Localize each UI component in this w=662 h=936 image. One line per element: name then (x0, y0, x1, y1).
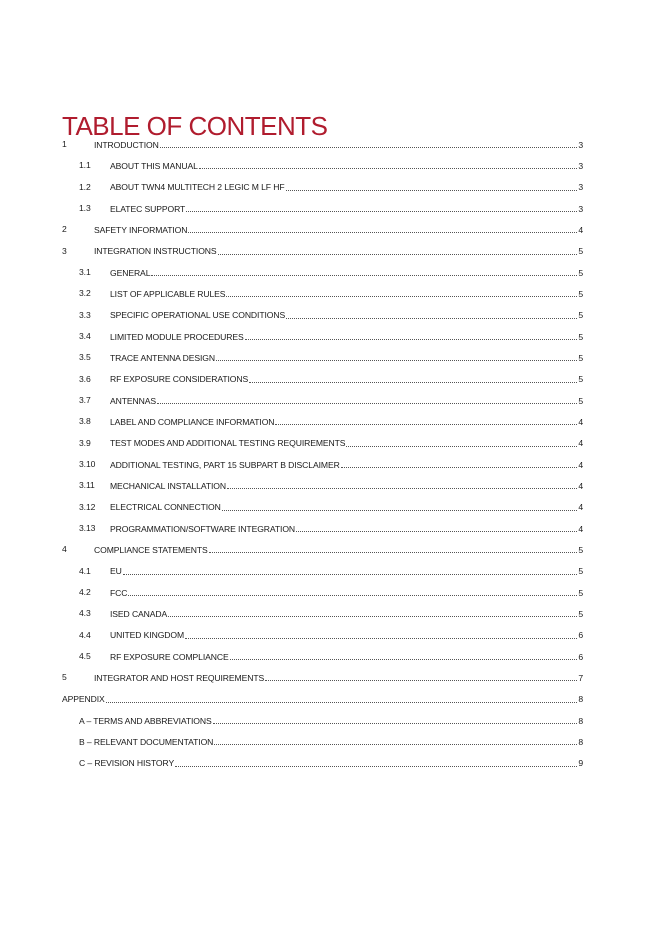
dot-leader (286, 310, 577, 319)
dot-leader (199, 160, 578, 169)
toc-entry[interactable] (62, 241, 583, 262)
toc-label: APPENDIX (62, 694, 105, 705)
toc-number: 3.3 (79, 309, 91, 320)
toc-label: ADDITIONAL TESTING, PART 15 SUBPART B DISCLAIMER (110, 459, 340, 470)
toc-entry[interactable] (62, 177, 583, 198)
toc-label: SPECIFIC OPERATIONAL USE CONDITIONS (110, 310, 286, 321)
dot-leader (226, 288, 577, 297)
toc-label: FCC (110, 587, 128, 598)
dot-leader (106, 694, 578, 703)
toc-number: 3.11 (79, 480, 95, 491)
toc-page: 3 (578, 182, 583, 193)
toc-entry[interactable] (62, 603, 583, 624)
toc-number: 3.2 (79, 288, 91, 299)
toc-page: 7 (578, 672, 583, 683)
toc-label: LIST OF APPLICABLE RULES (110, 288, 226, 299)
dot-leader (185, 630, 577, 639)
toc-page: 4 (578, 480, 583, 491)
toc-number: 3.7 (79, 394, 91, 405)
toc-page: 5 (578, 566, 583, 577)
toc-number: 1.3 (79, 202, 91, 213)
toc-label: GENERAL (110, 267, 151, 278)
toc-entry[interactable] (62, 305, 583, 326)
toc-number: 3.10 (79, 458, 96, 469)
toc-entry[interactable] (62, 198, 583, 219)
toc-entry[interactable] (62, 347, 583, 368)
toc-number: 4.1 (79, 565, 91, 576)
toc-number: 4.5 (79, 650, 91, 661)
toc-label: TRACE ANTENNA DESIGN (110, 352, 215, 363)
dot-leader (296, 523, 577, 532)
toc-page: 4 (578, 438, 583, 449)
toc-label: EU (110, 566, 122, 577)
dot-leader (218, 246, 578, 255)
toc-label: C – REVISION HISTORY (79, 758, 175, 769)
toc-entry-appendix-item[interactable] (62, 710, 583, 731)
dot-leader (341, 459, 578, 468)
toc-entry-appendix-item[interactable] (62, 753, 583, 774)
toc-entry[interactable] (62, 582, 583, 603)
toc-label: ISED CANADA (110, 608, 168, 619)
dot-leader (128, 587, 577, 596)
toc-page: 5 (578, 374, 583, 385)
toc-number: 1.2 (79, 181, 91, 192)
toc-page: 5 (578, 310, 583, 321)
toc-number: 3.5 (79, 352, 91, 363)
toc-entry[interactable] (62, 497, 583, 518)
toc-entry[interactable] (62, 433, 583, 454)
toc-page: 5 (578, 544, 583, 555)
table-of-contents (62, 134, 583, 774)
toc-label: INTEGRATION INSTRUCTIONS (94, 246, 217, 257)
dot-leader (214, 736, 577, 745)
dot-leader (188, 224, 577, 233)
toc-number: 3.6 (79, 373, 91, 384)
dot-leader (249, 374, 577, 383)
toc-entry[interactable] (62, 454, 583, 475)
toc-page: 9 (578, 758, 583, 769)
toc-entry[interactable] (62, 155, 583, 176)
toc-label: INTRODUCTION (94, 139, 159, 150)
toc-entry-appendix-item[interactable] (62, 731, 583, 752)
dot-leader (216, 352, 577, 361)
toc-label: ABOUT TWN4 MULTITECH 2 LEGIC M LF HF (110, 182, 285, 193)
dot-leader (245, 331, 578, 340)
toc-entry-appendix[interactable] (62, 689, 583, 710)
toc-entry[interactable] (62, 219, 583, 240)
toc-number: 4.4 (79, 629, 91, 640)
toc-page: 5 (578, 267, 583, 278)
toc-label: ABOUT THIS MANUAL (110, 160, 198, 171)
dot-leader (175, 758, 577, 767)
toc-number: 3.1 (79, 266, 91, 277)
toc-number: 4.2 (79, 586, 91, 597)
toc-label: RF EXPOSURE COMPLIANCE (110, 651, 229, 662)
dot-leader (168, 608, 577, 617)
dot-leader (227, 480, 577, 489)
dot-leader (151, 267, 577, 276)
toc-page: 5 (578, 352, 583, 363)
toc-page: 4 (578, 224, 583, 235)
toc-number: 5 (62, 672, 67, 683)
toc-page: 4 (578, 459, 583, 470)
toc-number: 3 (62, 245, 67, 256)
toc-label: TEST MODES AND ADDITIONAL TESTING REQUIREMENTS (110, 438, 346, 449)
toc-page: 3 (578, 160, 583, 171)
dot-leader (157, 395, 577, 404)
toc-page: 3 (578, 203, 583, 214)
toc-page: 4 (578, 502, 583, 513)
toc-label: INTEGRATOR AND HOST REQUIREMENTS (94, 672, 265, 683)
toc-number: 3.13 (79, 522, 96, 533)
dot-leader (230, 651, 578, 660)
toc-number: 4 (62, 544, 67, 555)
toc-label: B – RELEVANT DOCUMENTATION (79, 736, 214, 747)
toc-number: 1 (62, 139, 67, 149)
toc-label: LIMITED MODULE PROCEDURES (110, 331, 244, 342)
toc-page: 5 (578, 587, 583, 598)
toc-label: SAFETY INFORMATION (94, 224, 188, 235)
toc-entry[interactable] (62, 539, 583, 560)
toc-label: UNITED KINGDOM (110, 630, 185, 641)
toc-entry[interactable] (62, 390, 583, 411)
toc-entry[interactable] (62, 625, 583, 646)
toc-number: 4.3 (79, 608, 91, 619)
toc-entry[interactable] (62, 518, 583, 539)
toc-label: A – TERMS AND ABBREVIATIONS (79, 715, 212, 726)
toc-page: 5 (578, 395, 583, 406)
dot-leader (160, 139, 578, 148)
toc-page: 8 (578, 736, 583, 747)
toc-entry[interactable] (62, 283, 583, 304)
dot-leader (346, 438, 577, 447)
dot-leader (265, 672, 577, 681)
toc-page: 8 (578, 694, 583, 705)
toc-label: ELATEC SUPPORT (110, 203, 186, 214)
toc-number: 3.8 (79, 416, 91, 427)
dot-leader (123, 566, 578, 575)
toc-entry[interactable] (62, 561, 583, 582)
toc-page: 5 (578, 246, 583, 257)
toc-number: 3.4 (79, 330, 91, 341)
dot-leader (222, 502, 578, 511)
toc-page: 5 (578, 608, 583, 619)
toc-label: ELECTRICAL CONNECTION (110, 502, 221, 513)
toc-label: PROGRAMMATION/SOFTWARE INTEGRATION (110, 523, 296, 534)
toc-page: 6 (578, 630, 583, 641)
toc-entry[interactable] (62, 411, 583, 432)
toc-page: 6 (578, 651, 583, 662)
page-title: TABLE OF CONTENTS (62, 111, 328, 142)
dot-leader (286, 182, 578, 191)
toc-entry[interactable] (62, 326, 583, 347)
toc-number: 2 (62, 224, 67, 235)
toc-number: 3.12 (79, 501, 96, 512)
toc-label: COMPLIANCE STATEMENTS (94, 544, 208, 555)
toc-page: 3 (578, 139, 583, 150)
toc-entry[interactable] (62, 369, 583, 390)
toc-label: RF EXPOSURE CONSIDERATIONS (110, 374, 249, 385)
dot-leader (209, 544, 578, 553)
toc-entry[interactable] (62, 475, 583, 496)
toc-entry[interactable] (62, 262, 583, 283)
toc-entry[interactable] (62, 667, 583, 688)
toc-label: LABEL AND COMPLIANCE INFORMATION (110, 416, 275, 427)
toc-number: 1.1 (79, 160, 91, 171)
toc-page: 4 (578, 416, 583, 427)
toc-page: 5 (578, 288, 583, 299)
toc-entry[interactable] (62, 134, 583, 155)
toc-page: 4 (578, 523, 583, 534)
toc-label: MECHANICAL INSTALLATION (110, 480, 226, 491)
dot-leader (186, 203, 577, 212)
toc-page: 8 (578, 715, 583, 726)
toc-label: ANTENNAS (110, 395, 156, 406)
dot-leader (275, 416, 577, 425)
toc-page: 5 (578, 331, 583, 342)
toc-entry[interactable] (62, 646, 583, 667)
toc-number: 3.9 (79, 437, 91, 448)
dot-leader (213, 715, 578, 724)
